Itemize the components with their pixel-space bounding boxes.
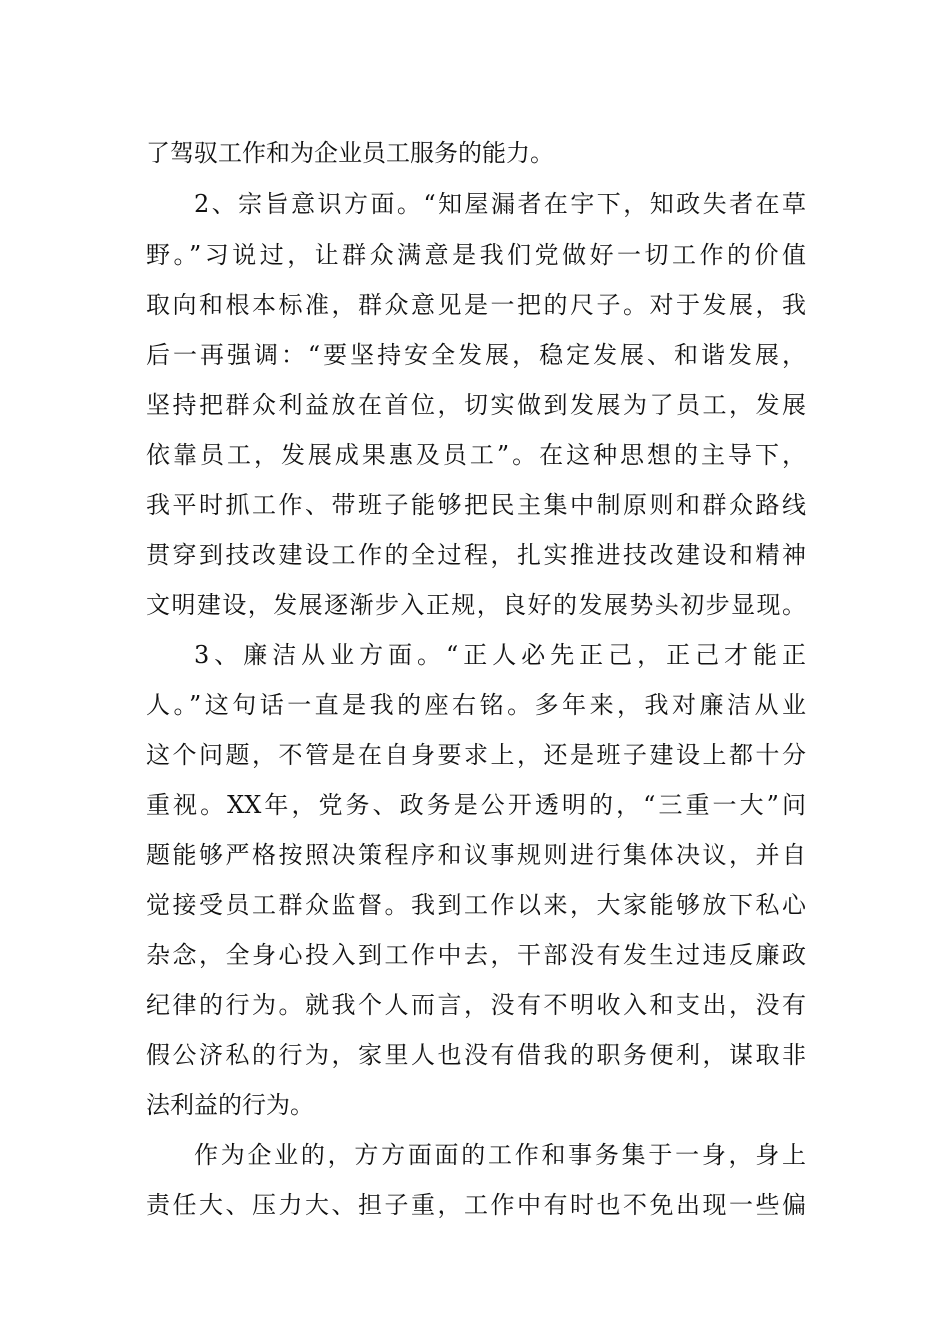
text-line: 法利益的行为。 [146,1091,314,1119]
text-line: 这个问题，不管是在自身要求上，还是班子建设上都十分 [146,741,806,769]
text-line: 纪律的行为。就我个人而言，没有不明收入和支出，没有 [146,991,806,1019]
text-line: 野。”习说过，让群众满意是我们党做好一切工作的价值 [146,241,806,269]
text-line: 取向和根本标准，群众意见是一把的尺子。对于发展，我 [146,291,806,319]
text-line: 重视。XX年，党务、政务是公开透明的，“三重一大”问 [146,791,806,819]
text-line: 2、宗旨意识方面。“知屋漏者在宇下，知政失者在草 [194,190,806,218]
text-line: 3、廉洁从业方面。“正人必先正己，正己才能正 [194,641,806,669]
text-line: 坚持把群众利益放在首位，切实做到发展为了员工，发展 [146,391,806,419]
text-line: 后一再强调：“要坚持安全发展，稳定发展、和谐发展， [146,341,806,369]
text-line: 了驾驭工作和为企业员工服务的能力。 [146,139,554,167]
text-line: 贯穿到技改建设工作的全过程，扎实推进技改建设和精神 [146,541,806,569]
text-line: 觉接受员工群众监督。我到工作以来，大家能够放下私心 [146,891,806,919]
text-line: 题能够严格按照决策程序和议事规则进行集体决议，并自 [146,841,806,869]
text-line: 我平时抓工作、带班子能够把民主集中制原则和群众路线 [146,491,806,519]
text-line: 人。”这句话一直是我的座右铭。多年来，我对廉洁从业 [146,691,806,719]
text-line: 假公济私的行为，家里人也没有借我的职务便利，谋取非 [146,1041,806,1069]
text-line: 杂念，全身心投入到工作中去，干部没有发生过违反廉政 [146,941,806,969]
text-line: 作为企业的，方方面面的工作和事务集于一身，身上 [194,1141,806,1169]
text-line: 依靠员工，发展成果惠及员工”。在这种思想的主导下， [146,441,806,469]
text-line: 文明建设，发展逐渐步入正规，良好的发展势头初步显现。 [146,591,806,619]
text-line: 责任大、压力大、担子重，工作中有时也不免出现一些偏 [146,1191,806,1219]
